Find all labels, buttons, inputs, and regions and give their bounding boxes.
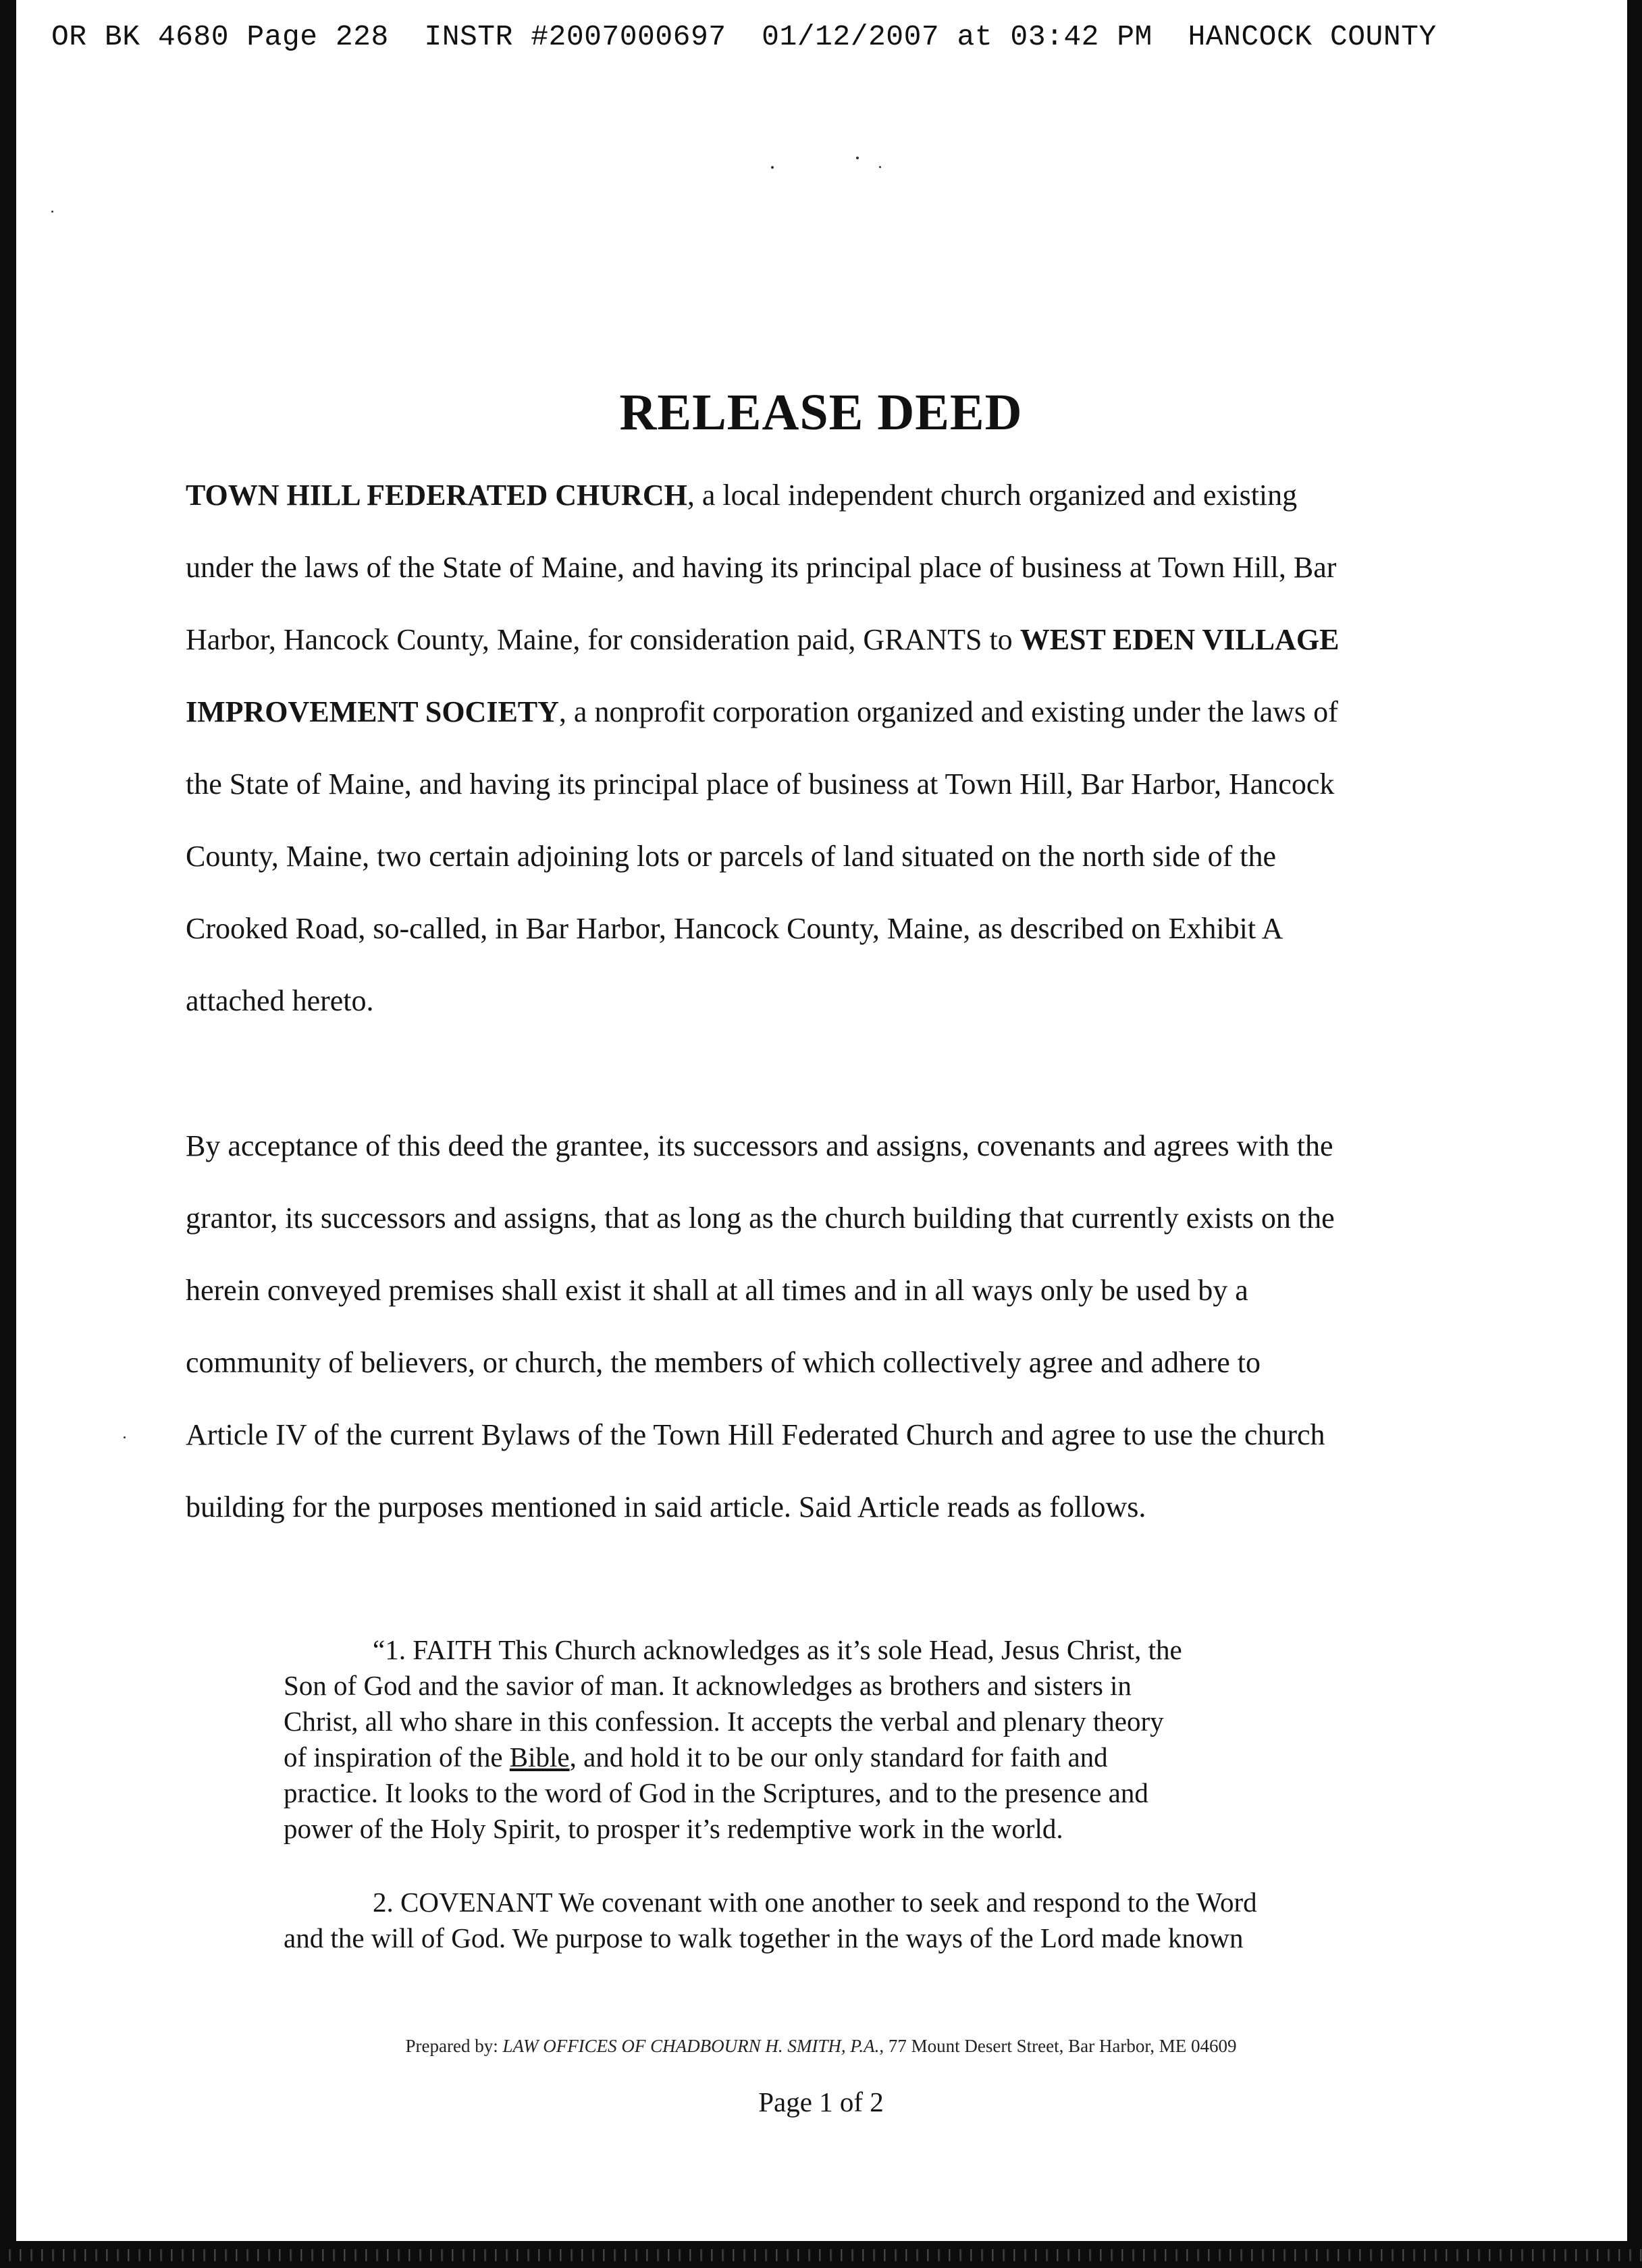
grant-line: the State of Maine, and having its principal place of business at Town Hill, Bar Harbor, Hancock [186,767,1335,801]
grant-line: Harbor, Hancock County, Maine, for consideration paid, GRANTS to WEST EDEN VILLAGE [186,623,1340,656]
covenant-line: community of believers, or church, the members of which collectively agree and adhere to [186,1346,1261,1379]
quoted-article-covenant [284,1885,1445,1956]
quote-line: and the will of God. We purpose to walk together in the ways of the Lord made known [284,1922,1244,1953]
bible-underlined: Bible [509,1742,570,1773]
page-number: Page 1 of 2 [758,2086,884,2117]
recording-stamp: OR BK 4680 Page 228 INSTR #2007000697 01/12/2007 at 03:42 PM HANCOCK COUNTY [51,20,1437,53]
covenant-line: Article IV of the current Bylaws of the Town Hill Federated Church and agree to use the church [186,1418,1325,1451]
document-title: RELEASE DEED [619,384,1023,441]
grant-line: TOWN HILL FEDERATED CHURCH, a local independent church organized and existing [186,479,1298,512]
scan-speck [879,166,881,168]
covenant-paragraph [186,1110,1455,1543]
grant-line: Crooked Road, so-called, in Bar Harbor, Hancock County, Maine, as described on Exhibit A [186,912,1283,945]
grantor-name: TOWN HILL FEDERATED CHURCH [186,479,687,512]
grant-line: attached hereto. [186,984,374,1017]
quote-line: 2. COVENANT We covenant with one another to seek and respond to the Word [373,1887,1257,1918]
grant-line: IMPROVEMENT SOCIETY, a nonprofit corporation organized and existing under the laws of [186,695,1338,728]
quote-line: “1. FAITH This Church acknowledges as it’s sole Head, Jesus Christ, the [373,1634,1182,1665]
quote-line: Christ, all who share in this confession. It accepts the verbal and plenary theory [284,1706,1164,1737]
covenant-line: herein conveyed premises shall exist it shall at all times and in all ways only be used by a [186,1274,1248,1307]
scan-speck [771,166,774,169]
scan-speck [124,1436,126,1438]
scan-border-noise [0,2249,1642,2261]
grant-line: under the laws of the State of Maine, and having its principal place of business at Town Hill, Bar [186,551,1337,584]
covenant-line: building for the purposes mentioned in said article. Said Article reads as follows. [186,1490,1146,1523]
scan-border-left [0,0,16,2268]
covenant-line: By acceptance of this deed the grantee, its successors and assigns, covenants and agrees with the [186,1129,1333,1162]
quote-line: of inspiration of the Bible, and hold it to be our only standard for faith and [284,1742,1108,1773]
scan-speck [51,211,53,213]
prepared-by-line: Prepared by: LAW OFFICES OF CHADBOURN H. SMITH, P.A., 77 Mount Desert Street, Bar Harbor, ME 04609 [405,2036,1237,2056]
covenant-line: grantor, its successors and assigns, that as long as the church building that currently exists on the [186,1202,1335,1235]
scan-border-right [1627,0,1642,2268]
law-firm-name: LAW OFFICES OF CHADBOURN H. SMITH, P.A. [502,2036,880,2056]
grant-line: County, Maine, two certain adjoining lots or parcels of land situated on the north side of the [186,840,1277,873]
quoted-article-faith [284,1632,1445,1847]
grantee-name: IMPROVEMENT SOCIETY [186,695,559,728]
quote-line: practice. It looks to the word of God in the Scriptures, and to the presence and [284,1777,1148,1808]
quote-line: power of the Holy Spirit, to prosper it’s redemptive work in the world. [284,1813,1063,1844]
grant-paragraph [186,459,1455,1037]
scan-speck [856,157,859,159]
grantee-name: WEST EDEN VILLAGE [1019,623,1340,656]
quote-line: Son of God and the savior of man. It acknowledges as brothers and sisters in [284,1670,1132,1701]
